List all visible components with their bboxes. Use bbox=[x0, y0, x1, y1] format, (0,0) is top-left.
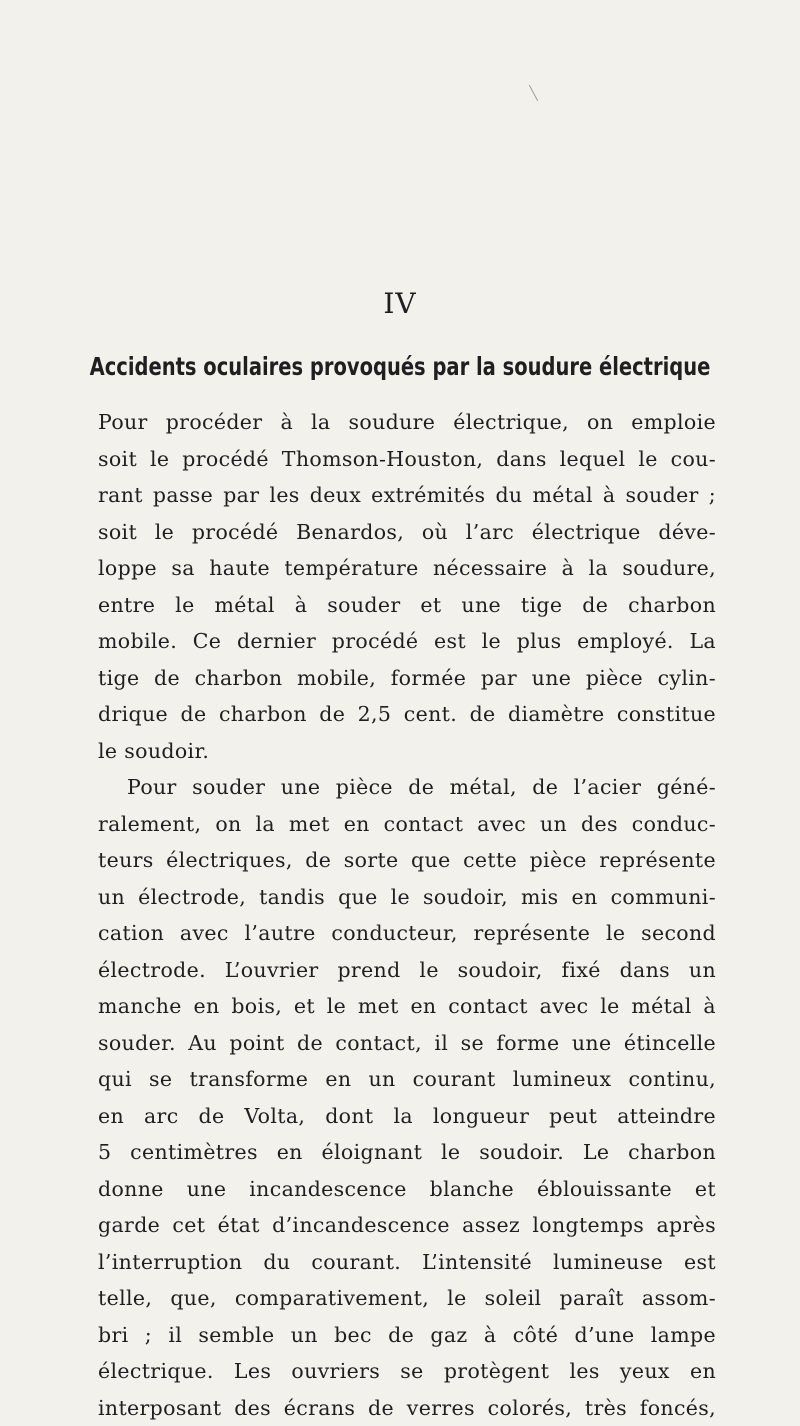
text-line: manche en bois, et le met en contact avec le métal à bbox=[98, 988, 716, 1025]
stray-mark bbox=[529, 85, 538, 101]
text-line: donne une incandescence blanche éblouissante et bbox=[98, 1171, 716, 1208]
text-line: interposant des écrans de verres colorés, très foncés, bbox=[98, 1390, 716, 1426]
text-line: en arc de Volta, dont la longueur peut atteindre bbox=[98, 1098, 716, 1135]
text-line: mobile. Ce dernier procédé est le plus employé. La bbox=[98, 623, 716, 660]
text-line: Pour souder une pièce de métal, de l’acier géné- bbox=[98, 769, 716, 806]
text-line: garde cet état d’incandescence assez longtemps après bbox=[98, 1207, 716, 1244]
text-line: soit le procédé Thomson-Houston, dans lequel le cou- bbox=[98, 441, 716, 478]
text-line: électrique. Les ouvriers se protègent les yeux en bbox=[98, 1353, 716, 1390]
text-line: teurs électriques, de sorte que cette pièce représente bbox=[98, 842, 716, 879]
text-line: entre le métal à souder et une tige de charbon bbox=[98, 587, 716, 624]
text-line: tige de charbon mobile, formée par une pièce cylin- bbox=[98, 660, 716, 697]
text-line: soit le procédé Benardos, où l’arc électrique déve- bbox=[98, 514, 716, 551]
body-text bbox=[98, 404, 716, 1426]
text-line: telle, que, comparativement, le soleil paraît assom- bbox=[98, 1280, 716, 1317]
text-line: souder. Au point de contact, il se forme une étincelle bbox=[98, 1025, 716, 1062]
text-line: l’interruption du courant. L’intensité lumineuse est bbox=[98, 1244, 716, 1281]
chapter-title: Accidents oculaires provoqués par la soudure électrique bbox=[88, 352, 712, 381]
text-line: cation avec l’autre conducteur, représente le second bbox=[98, 915, 716, 952]
text-line: un électrode, tandis que le soudoir, mis en communi- bbox=[98, 879, 716, 916]
chapter-number: IV bbox=[0, 287, 800, 320]
text-line: Pour procéder à la soudure électrique, on emploie bbox=[98, 404, 716, 441]
text-line: 5 centimètres en éloignant le soudoir. Le charbon bbox=[98, 1134, 716, 1171]
text-line: drique de charbon de 2,5 cent. de diamètre constitue bbox=[98, 696, 716, 733]
text-line: loppe sa haute température nécessaire à la soudure, bbox=[98, 550, 716, 587]
text-line: rant passe par les deux extrémités du métal à souder ; bbox=[98, 477, 716, 514]
text-line: bri ; il semble un bec de gaz à côté d’une lampe bbox=[98, 1317, 716, 1354]
text-line: qui se transforme en un courant lumineux continu, bbox=[98, 1061, 716, 1098]
text-line: le soudoir. bbox=[98, 733, 716, 770]
text-line: ralement, on la met en contact avec un des conduc- bbox=[98, 806, 716, 843]
text-line: électrode. L’ouvrier prend le soudoir, fixé dans un bbox=[98, 952, 716, 989]
